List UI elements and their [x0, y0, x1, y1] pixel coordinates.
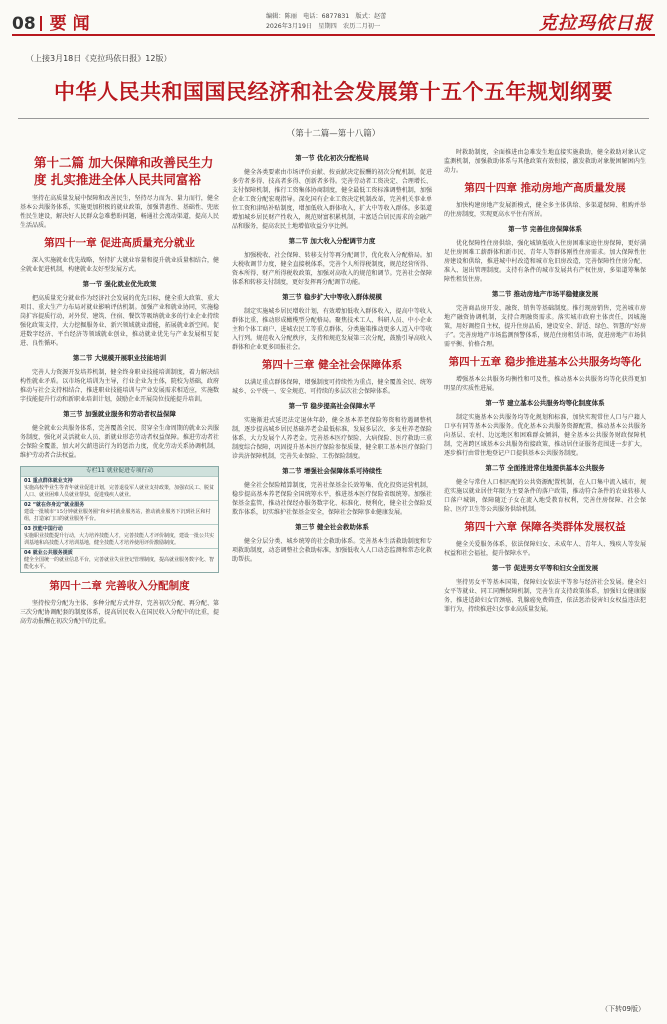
editor-info: 编辑：陈丽 电话：6877831 版式：赵蕾 — [266, 13, 387, 20]
newspaper-logo: 克拉玛依日报 — [539, 13, 653, 34]
paragraph: 健全各类要素由市场评价贡献、按贡献决定报酬的初次分配机制，促进多劳者多得、技高者多得、创新者多得。完善劳动者工资决定、合理增长、支付保障机制，推行工资集体协商制度，健全最低工资标准调整机制，加强企业工资分配宏观指导。深化国有企业工资决定机制改革，完善机关事业单位工资和津贴补贴制度，增加低收入群体收入，扩大中等收入群体。多渠道增加城乡居民财产性收入，规范财富积累机制，丰富适合居民需求的金融产品和服务，提高农民土地增值收益分享比例。 — [232, 169, 432, 230]
paragraph: 实施渐进式延迟法定退休年龄，健全基本养老保险筹资和待遇调整机制，逐步提高城乡居民基础养老金最低标准，发展多层次、多支柱养老保险体系，大力发展个人养老金。完善基本医疗保险、大病保险、医疗救助三重制度综合保障，巩固提升基本医疗保险参保质量，健全职工基本医疗保险门诊共济保障机制，完善失业保险、工伤保险制度。 — [232, 417, 432, 460]
chapter-title: 第四十一章 促进高质量充分就业 — [44, 237, 195, 249]
masthead — [12, 8, 655, 36]
date-info: 2026年3月19日 星期四 农历二月初一 — [266, 23, 381, 30]
section-title: 第二节 推动房地产市场平稳健康发展 — [491, 290, 599, 298]
paragraph: 优化保障性住房供给，强化城镇低收入住房困难家庭住房保障，更好满足住房困难工薪群体和新市民、青年人等群体刚性住房需求。加大保障性住房建设和供给，推进城中村改造和城市危旧房改造，完善保障性住房分配、准入、退出管理制度。支持有条件的城市发展共有产权住房，多渠道筹集保障性租赁住房。 — [444, 240, 646, 283]
paragraph: 健全关爱服务体系，依法保障妇女、未成年人、青年人、残疾人等发展权益和社会福祉，提升保障水平。 — [444, 541, 646, 557]
box-item-title: 01 重点群体就业支持 — [24, 478, 73, 484]
paragraph: 健全与常住人口相匹配的公共资源配置机制，在人口集中流入城市，规范实施以就业居住年限为主要条件的落户政策，推动符合条件的农业转移人口落户城镇，保障随迁子女在流入地受教育权利，完善住房保障、社会保险、医疗卫生等公共服务供给机制。 — [444, 479, 646, 513]
section-title: 第二节 大规模开展职业技能培训 — [72, 354, 167, 362]
section-title: 第一节 建立基本公共服务均等化制度体系 — [485, 399, 605, 407]
box-item-text: 健全全国统一的就业信息平台，完善就业失业登记管理制度，提高就业服务数字化、智能化水平。 — [24, 557, 215, 570]
section-title: 第二节 全面推进常住地提供基本公共服务 — [485, 464, 605, 472]
paragraph: 增强基本公共服务均衡性和可及性，推动基本公共服务均等化获得更加明显的实质性进展。 — [444, 376, 646, 392]
paragraph: 时救助制度，全面推进由急难发生地直接实施救助，健全救助对象认定监测机制，加强救助体系与其他政策有效衔接，激发救助对象脱困解困内生动力。 — [444, 149, 646, 174]
box-item — [21, 500, 218, 524]
chapter-title: 第四十六章 保障各类群体发展权益 — [464, 521, 626, 533]
article-subtitle: （第十二篇—第十八篇） — [286, 129, 381, 139]
chapter-title: 第四十四章 推动房地产高质量发展 — [464, 182, 626, 194]
paragraph: 健全就业公共服务体系，完善覆盖全民、贯穿全生命周期的就业公共服务制度，强化对灵活就业人员、新就业形态劳动者权益保障。推进劳动者社会保险全覆盖，加大对欠薪违法行为的惩治力度，优化劳动关系协调机制，维护劳动者合法权益。 — [20, 425, 219, 459]
box-item-text: 实施职业技能提升行动，大力培养技能人才，完善技能人才评价制度，建设一批公共实训基地和高技能人才培训基地，健全技能人才培养使用评价激励制度。 — [24, 533, 215, 546]
continued-note: （下转09版） — [601, 1005, 645, 1013]
box-item-title: 04 就业公共服务提质 — [24, 550, 73, 556]
paragraph: 坚持在高质量发展中保障和改善民生，坚持尽力而为、量力而行，健全基本公共服务体系，实施更加积极的就业政策，加强普惠性、基础性、兜底性民生建设，解决好人民群众急难愁盼问题，畅通社会流动渠道，提高人民生活品质。 — [20, 195, 219, 229]
section-title: 第一节 完善住房保障体系 — [508, 225, 582, 233]
chapter-title: 第四十二章 完善收入分配制度 — [49, 580, 190, 592]
section-title: 第一节 稳步提高社会保障水平 — [288, 402, 376, 410]
paragraph: 深入实施就业优先战略，坚持扩大就业容量和提升就业质量相结合，健全就业促进机制，构建就业友好型发展方式。 — [20, 257, 219, 273]
box-item-text: 实施高校毕业生等青年就业促进计划，完善退役军人就业支持政策，加强农民工、脱贫人口、就业困难人员就业帮扶，促进残疾人就业。 — [24, 485, 215, 498]
section-title: 第三节 稳步扩大中等收入群体规模 — [282, 293, 382, 301]
paragraph: 制定实施城乡居民增收计划，有效增加低收入群体收入，提高中等收入群体比重，推动形成橄榄型分配格局。聚焦技术工人、科研人员、中小企业主和个体工商户、进城农民工等重点群体，分类施策推动更多人迈入中等收入行列。规范收入分配秩序，支持和规范发展第三次分配，鼓励引导高收入群体和企业更多回报社会。 — [232, 308, 432, 351]
box-item-title: 03 技能中国行动 — [24, 526, 63, 532]
continuation-note: （上接3月18日《克拉玛依日报》12版） — [26, 54, 172, 63]
paragraph: 制定实施基本公共服务均等化规划和标准，加快实现常住人口与户籍人口享有同等基本公共服务。优化基本公共服务资源配置，推动基本公共服务向基层、农村、边远地区和困难群众倾斜，健全基本公共服务财政保障机制，完善跨区域基本公共服务衔接政策，推动居住证服务范围进一步扩大，逐步推行由常住地登记户口提供基本公共服务制度。 — [444, 414, 646, 457]
box-item — [21, 524, 218, 548]
feature-box — [20, 466, 219, 573]
chapter-title: 第四十三章 健全社会保障体系 — [261, 359, 403, 371]
box-item-text: 建设一批城市“15分钟就业服务圈”和乡村就业服务站，推动就业服务下沉到社区和村组，打造家门口的就业服务平台。 — [24, 509, 211, 522]
paragraph: 坚持男女平等基本国策，保障妇女依法平等参与经济社会发展。健全妇女平等就业、同工同酬保障机制，完善生育支持政策体系，加强妇女健康服务，推进适龄妇女宫颈癌、乳腺癌免费筛查，依法惩治侵害妇女权益违法犯罪行为，持续推进妇女事业高质量发展。 — [444, 579, 646, 613]
paragraph: 完善商品房开发、融资、销售等基础制度。推行现房销售，完善城市房地产融资协调机制，支持合理融资需求。落实城市政府主体责任，因城施策，用好调控自主权，提升住房品质，建设安全、舒适、绿色、智慧的“好房子”。完善房地产市场监测预警体系，规范住房租赁市场，促进房地产市场供需平衡、价格合理。 — [444, 305, 646, 348]
page-number: 08 — [12, 14, 36, 34]
column-1 — [20, 148, 219, 629]
chapter-title: 第四十五章 稳步推进基本公共服务均等化 — [448, 356, 642, 368]
section-title: 第二节 加大收入分配调节力度 — [288, 237, 376, 245]
headline-rule — [18, 118, 649, 119]
paragraph: 健全分层分类、城乡统筹的社会救助体系。完善基本生活救助制度和专项救助制度，动态调整社会救助标准，加强低收入人口动态监测和常态化救助帮扶。 — [232, 538, 432, 563]
box-title: 专栏11 就业促进专项行动 — [21, 467, 218, 476]
box-item — [21, 476, 218, 500]
paragraph: 加快构建房地产发展新模式，健全多主体供给、多渠道保障、租购并举的住房制度，实现更高水平住有所居。 — [444, 202, 646, 218]
section-title: 第一节 优化初次分配格局 — [295, 154, 369, 162]
column-2 — [232, 148, 432, 567]
page-divider — [40, 16, 42, 31]
paragraph: 坚持按劳分配为主体、多种分配方式并存，完善初次分配、再分配、第三次分配协调配套的制度体系，提高居民收入在国民收入分配中的比重，提高劳动报酬在初次分配中的比重。 — [20, 600, 219, 625]
section-title: 第二节 增强社会保障体系可持续性 — [282, 467, 382, 475]
column-3 — [444, 148, 646, 617]
section-title: 第一节 促进男女平等和妇女全面发展 — [491, 564, 599, 572]
paragraph: 以满足重点群体保障，增强制度可持续性为重点，健全覆盖全民、统筹城乡、公平统一、安全规范、可持续的多层次社会保障体系。 — [232, 379, 432, 395]
paragraph: 把高质量充分就业作为经济社会发展的优先目标，健全重大政策、重大项目、重大生产力布局对就业影响评估机制。加强产业和就业协同，实施稳岗扩容提质行动，对外贸、建筑、住宿、餐饮等吸纳就业多的行业企业持续强化政策支持，大力挖掘服务业、新兴领域就业潜能，拓展就业新空间。促进数字经济、平台经济等领域就业创业，推动就业优先与产业发展相互促进、良性循环。 — [20, 295, 219, 347]
box-item — [21, 548, 218, 572]
section-title: 第一节 强化就业优先政策 — [82, 280, 157, 288]
part-title: 第十二篇 加大保障和改善民生力度 扎实推进全体人民共同富裕 — [34, 155, 214, 187]
section-name: 要 闻 — [49, 14, 90, 34]
page-section-label — [12, 9, 90, 34]
section-title: 第三节 健全社会救助体系 — [295, 523, 369, 531]
paragraph: 健全社会保险精算制度，完善社保基金长效筹集、优化投资运营机制，稳步提高基本养老保险全国统筹水平，推进基本医疗保险省级统筹。加强社保基金监管，推动社保经办服务数字化、标准化、便利化，健全社会保险反欺诈体系，切实维护社保基金安全，保障社会保障事业健康发展。 — [232, 482, 432, 516]
paragraph: 完善人力资源开发培养机制，健全终身职业技能培训制度，着力解决结构性就业矛盾。以市场化培训为主导，行业企业为主体，院校为基础，政府推动与社会支持相结合，推进职业技能培训与产业发展需求相适应，实施数字技能提升行动和新职业培训计划，鼓励企业开展岗位技能提升培训。 — [20, 369, 219, 403]
section-title: 第三节 加强就业服务和劳动者权益保障 — [63, 410, 176, 418]
paragraph: 加强税收、社会保障、转移支付等再分配调节，优化收入分配格局。加大税收调节力度，健全直接税体系，完善个人所得税制度，规范经营所得、资本所得、财产所得税收政策，加强对高收入的规范和调节。完善社会保障体系和转移支付制度，更好发挥再分配调节功能。 — [232, 252, 432, 286]
page-headline: 中华人民共和国国民经济和社会发展第十五个五年规划纲要 — [54, 80, 613, 104]
box-item-title: 02 “就在你身边”就业服务 — [24, 502, 85, 508]
